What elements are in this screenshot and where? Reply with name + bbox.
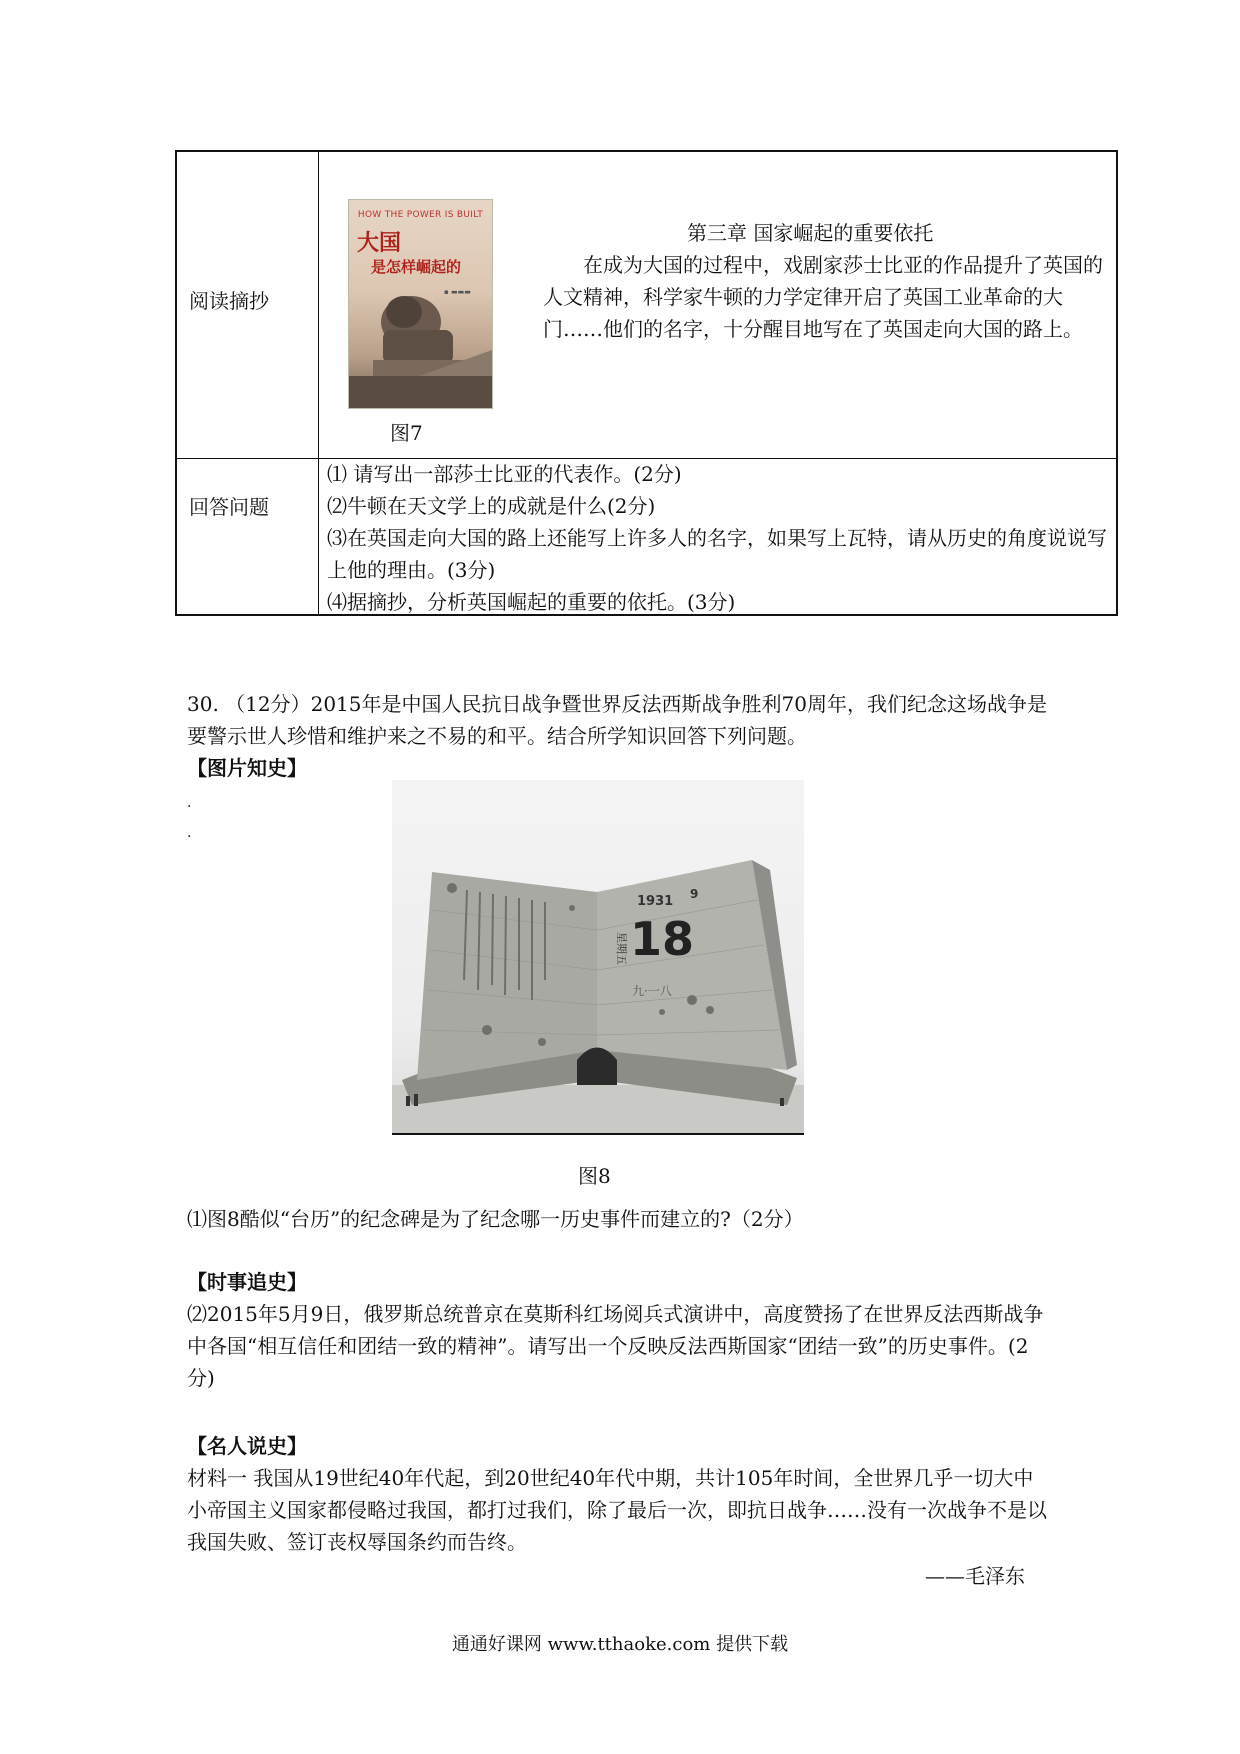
stray-dot: .	[187, 825, 192, 841]
question-item: ⑷据摘抄，分析英国崛起的重要的依托。(3分)	[327, 590, 736, 614]
question-table	[175, 150, 1118, 616]
q30-intro: 30. （12分）2015年是中国人民抗日战争暨世界反法西斯战争胜利70周年，我们纪念这场战争是要警示世人珍惜和维护来之不易的和平。结合所学知识回答下列问题。	[187, 692, 1047, 748]
row-label-questions: 回答问题	[189, 495, 269, 519]
monument-month: 9	[690, 887, 699, 901]
table-divider-vertical	[318, 152, 319, 614]
quote-attribution: ——毛泽东	[925, 1564, 1025, 1588]
book-cover-image	[348, 199, 493, 409]
monument-year: 1931	[637, 894, 674, 909]
calendar-monument-illustration	[392, 780, 804, 1135]
row-label-reading: 阅读摘抄	[189, 289, 269, 313]
section-current-affairs: 【时事追史】	[187, 1270, 307, 1294]
material-one: 材料一 我国从19世纪40年代起，到20世纪40年代中期，共计105年时间，全世界几乎一切大中小帝国主义国家都侵略过我国，都打过我们，除了最后一次，即抗日战争……没有一次战争不是以我国失败、签订丧权辱国条约而告终。	[187, 1466, 1047, 1554]
photo-underline	[392, 1133, 804, 1135]
question-item: ⑶在英国走向大国的路上还能写上许多人的名字，如果写上瓦特，请从历史的角度说说写上他的理由。(3分)	[327, 526, 1107, 582]
monument-weekday: 星期五	[615, 932, 628, 965]
book-cover-subtitle: HOW THE POWER IS BUILT	[357, 210, 484, 220]
question-item: ⑵牛顿在天文学上的成就是什么(2分)	[327, 494, 656, 518]
monument-inscription: 九·一八	[632, 984, 672, 998]
question-item: ⑴ 请写出一部莎士比亚的代表作。(2分)	[327, 462, 682, 486]
stray-dot: .	[187, 795, 192, 811]
page-footer: 通通好课网 www.tthaoke.com 提供下载	[451, 1634, 789, 1655]
section-picture-history: 【图片知史】	[187, 756, 307, 780]
figure-caption-7: 图7	[390, 421, 423, 445]
monument-day: 18	[630, 912, 695, 966]
q30-sub1: ⑴图8酷似“台历”的纪念碑是为了纪念哪一历史事件而建立的?（2分）	[187, 1207, 804, 1231]
chapter-title: 第三章 国家崛起的重要依托	[687, 221, 934, 245]
question-list	[327, 458, 1112, 618]
book-cover-title: 大国	[357, 231, 402, 256]
monument-photo	[392, 780, 804, 1135]
section-famous-quotes: 【名人说史】	[187, 1434, 307, 1458]
book-cover-title-line2: 是怎样崛起的	[371, 258, 462, 276]
lion-statue-illustration	[349, 200, 492, 408]
excerpt-paragraph: 在成为大国的过程中，戏剧家莎士比亚的作品提升了英国的人文精神，科学家牛顿的力学定律开启了英国工业革命的大门……他们的名字，十分醒目地写在了英国走向大国的路上。	[543, 253, 1103, 341]
figure-caption-8: 图8	[578, 1164, 611, 1188]
q30-sub2: ⑵2015年5月9日，俄罗斯总统普京在莫斯科红场阅兵式演讲中，高度赞扬了在世界反法西斯战争中各国“相互信任和团结一致的精神”。请写出一个反映反法西斯国家“团结一致”的历史事件。(2分)	[187, 1302, 1044, 1390]
book-cover-author: ▪ ▬▬▬	[444, 288, 471, 296]
